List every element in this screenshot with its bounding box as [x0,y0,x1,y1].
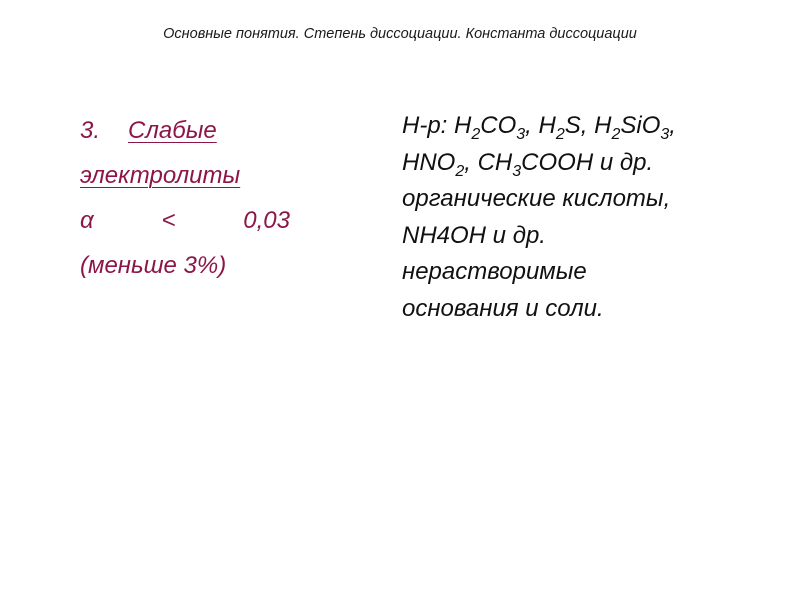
formula-part: COOH и др. [521,148,654,176]
alpha-condition [80,198,290,243]
formula-part: H [538,112,556,139]
alpha-symbol: α [80,207,94,234]
heading-part-2: электролиты [80,162,241,189]
examples-line-2 [402,145,742,182]
formula-subscript: 2 [611,126,621,143]
formula-part: SiO [620,112,661,139]
separator: , [580,112,595,139]
heading-part-1: Слабые [128,117,217,144]
examples-block [402,108,742,327]
examples-line-3: органические кислоты, [402,185,671,212]
formula-subscript: 2 [555,126,565,143]
formula-part: H [594,112,612,139]
formula-part: CH [477,148,513,176]
separator: , [669,112,676,139]
examples-line-1 [402,108,742,145]
heading-line-1 [80,108,290,153]
separator: , [464,148,478,176]
separator: , [525,112,539,139]
examples-prefix: Н-р: [402,112,455,139]
formula-part: HNO [402,148,456,176]
formula-subscript: 3 [512,162,522,180]
weak-electrolytes-block [80,108,290,288]
slide-title: Основные понятия. Степень диссоциации. Константа диссоциации [163,26,637,42]
alpha-value: 0,03 [243,207,290,234]
formula-subscript: 2 [471,126,481,143]
heading-line-2 [80,153,290,198]
formula-part: S [564,112,581,139]
percent-note: (меньше 3%) [80,252,227,279]
formula-subscript: 2 [455,162,465,180]
examples-line-4: NH4OH и др. [402,221,546,249]
formula-subscript: 3 [660,126,670,143]
less-than-sign: < [161,207,176,234]
examples-line-6: основания и соли. [402,294,604,322]
formula-part: H [454,112,472,139]
formula-part: CO [480,112,517,139]
examples-line-5: нерастворимые [402,258,587,285]
item-number: 3. [80,117,101,144]
formula-subscript: 3 [516,126,526,143]
